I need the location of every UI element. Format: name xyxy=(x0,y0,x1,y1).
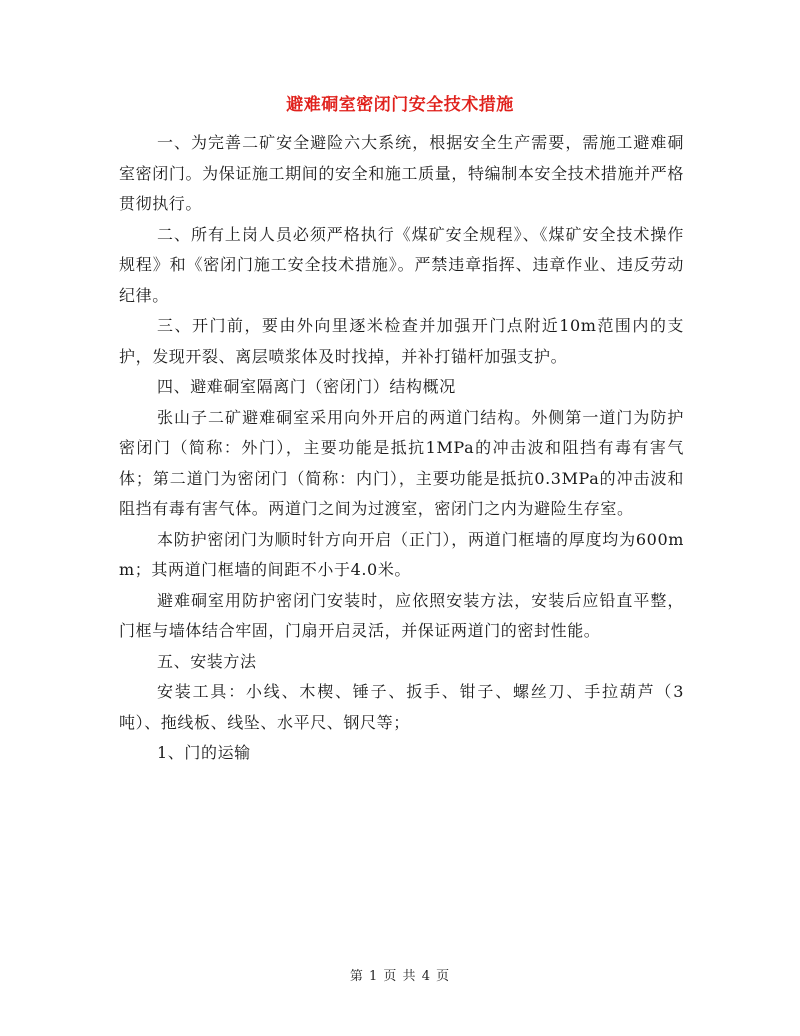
document-body xyxy=(119,128,684,769)
document-title: 避难硐室密闭门安全技术措施 xyxy=(286,95,514,115)
paragraph-door-direction: 本防护密闭门为顺时针方向开启（正门），两道门框墙的厚度均为600mm；其两道门框墙的间距不小于4.0米。 xyxy=(119,529,684,579)
paragraph-installation-requirements: 避难硐室用防护密闭门安装时，应依照安装方法，安装后应铅直平整，门框与墙体结合牢固，门扇开启灵活，并保证两道门的密封性能。 xyxy=(119,590,684,640)
paragraph-tools: 安装工具：小线、木楔、锤子、扳手、钳子、螺丝刀、手拉葫芦（3吨）、拖线板、线坠、水平尺、钢尺等； xyxy=(119,682,684,732)
subheading-door-transport: 1、门的运输 xyxy=(157,743,251,762)
page-number: 第 1 页 共 4 页 xyxy=(349,969,451,984)
paragraph-1: 一、为完善二矿安全避险六大系统，根据安全生产需要，需施工避难硐室密闭门。为保证施工期间的安全和施工质量，特编制本安全技术措施并严格贯彻执行。 xyxy=(119,133,684,213)
paragraph-2: 二、所有上岗人员必须严格执行《煤矿安全规程》、《煤矿安全技术操作规程》和《密闭门施工安全技术措施》。严禁违章指挥、违章作业、违反劳动纪律。 xyxy=(119,224,684,305)
paragraph-3: 三、开门前，要由外向里逐米检查并加强开门点附近10m范围内的支护，发现开裂、离层喷浆体及时找掉，并补打锚杆加强支护。 xyxy=(119,316,684,366)
paragraph-structure-overview: 张山子二矿避难硐室采用向外开启的两道门结构。外侧第一道门为防护密闭门（简称：外门），主要功能是抵抗1MPa的冲击波和阻挡有毒有害气体；第二道门为密闭门（简称：内门），主要功能是抵抗0.3MPa的冲击波和阻挡有毒有害气体。两道门之间为过渡室，密闭门之内为避险生存室。 xyxy=(119,407,684,518)
section-heading-installation: 五、安装方法 xyxy=(157,651,257,671)
section-heading-structure: 四、避难硐室隔离门（密闭门）结构概况 xyxy=(157,377,456,396)
